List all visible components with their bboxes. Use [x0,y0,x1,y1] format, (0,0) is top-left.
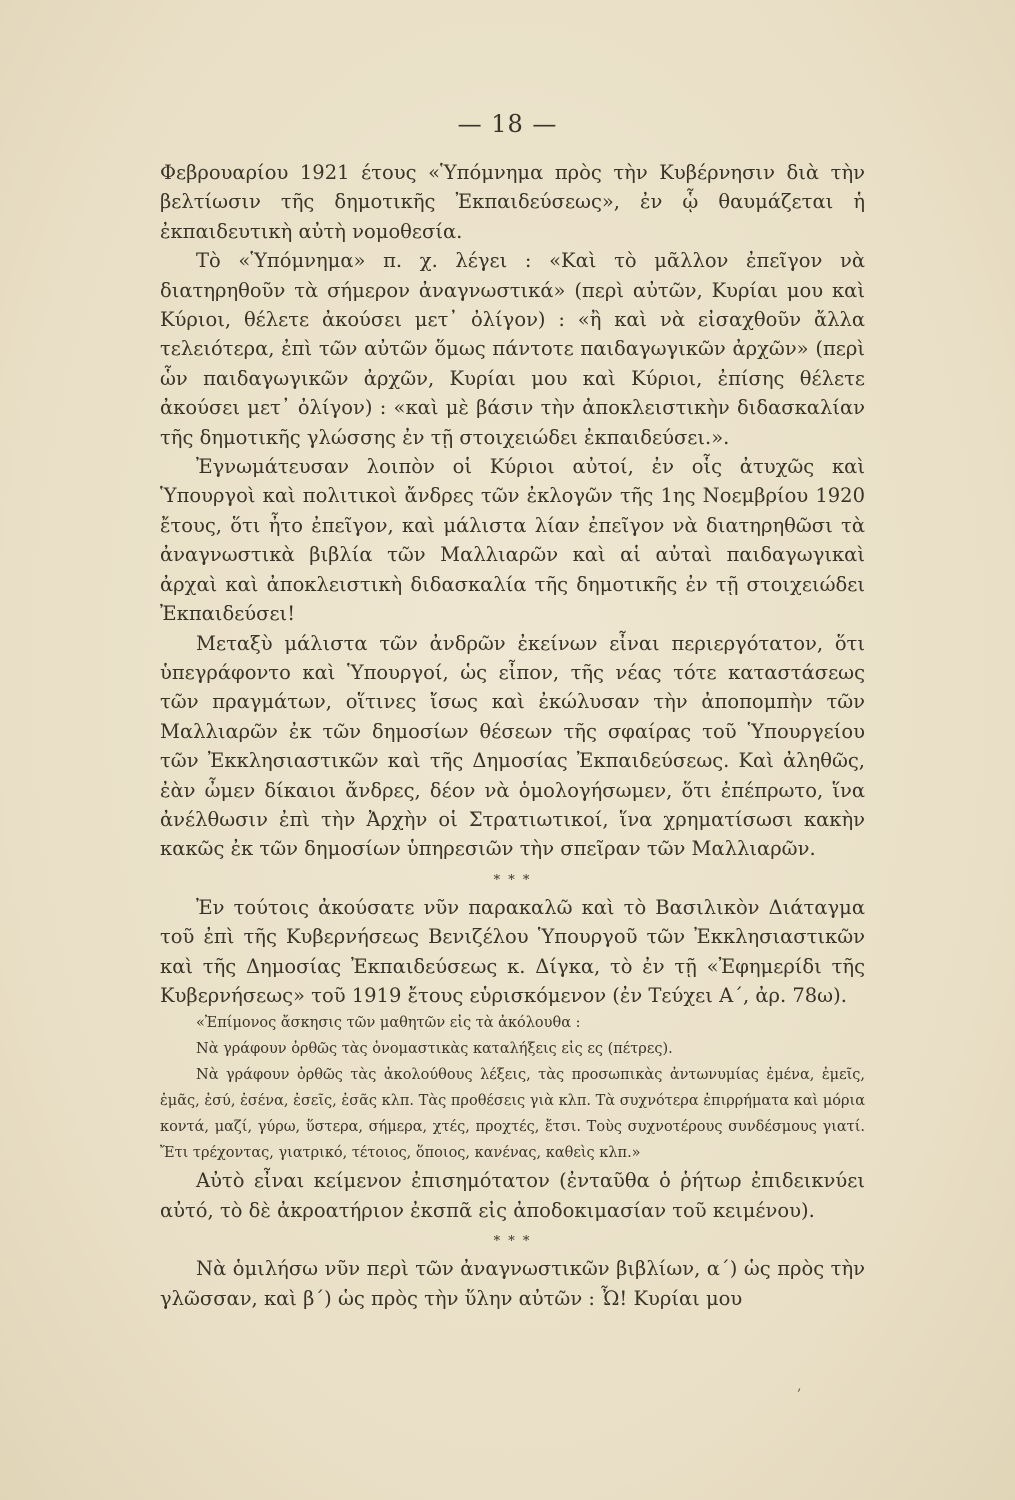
quote-line: Νὰ γράφουν ὀρθῶς τὰς ὀνομαστικὰς καταλήξεις εἰς ες (πέτρες). [196,1041,673,1058]
section-separator: * * * [493,1234,532,1250]
paragraph: Ἐν τούτοις ἀκούσατε νῦν παρακαλῶ καὶ τὸ Βασιλικὸν Διάταγμα τοῦ ἐπὶ τῆς Κυβερνήσεως Βενιζέλου Ὑπουργοῦ τῶν Ἐκκλησιαστικῶν καὶ τῆς Δημοσίας Ἐκπαιδεύσεως κ. Δίγκα, τὸ ἐν τῇ «Ἐφημερίδι τῆς Κυβερνήσεως» τοῦ 1919 ἔτους εὑρισκόμενον (ἐν Τεύχει Α΄, ἀρ. 78ω). [160,895,865,1007]
page-number: — 18 — [457,110,558,138]
paragraph: Φεβρουαρίου 1921 έτους «Ὑπόμνημα πρὸς τὴν Κυβέρνησιν διὰ τὴν βελτίωσιν τῆς δημοτικῆς Ἐκπαιδεύσεως», ἐν ᾧ θαυμάζεται ἡ ἐκπαιδευτικὴ αὐτὴ νομοθεσία. [160,161,865,243]
paragraph: Μεταξὺ μάλιστα τῶν ἀνδρῶν ἐκείνων εἶναι περιεργότατον, ὅτι ὑπεγράφοντο καὶ Ὑπουργοί, ὡς εἶπον, τῆς νέας τότε καταστάσεως τῶν πραγμάτων, οἵτινες ἴσως καὶ ἐκώλυσαν τὴν ἀποπομπὴν τῶν Μαλλιαρῶν ἐκ τῶν δημοσίων θέσεων τῆς σφαίρας τοῦ Ὑπουργείου τῶν Ἐκκλησιαστικῶν καὶ τῆς Δημοσίας Ἐκπαιδεύσεως. Καὶ ἀληθῶς, ἐὰν ὦμεν δίκαιοι ἄνδρες, δέον νὰ ὁμολογήσωμεν, ὅτι ἐπέπρωτο, ἵνα ἀνέλθωσιν ἐπὶ τὴν Ἀρχὴν οἱ Στρατιωτικοί, ἵνα χρηματίσωσι κακὴν κακῶς ἐκ τῶν δημοσίων ὑπηρεσιῶν τὴν σπεῖραν τῶν Μαλλιαρῶν. [160,631,865,861]
section-separator: * * * [493,872,532,888]
paragraph: Τὸ «Ὑπόμνημα» π. χ. λέγει : «Καὶ τὸ μᾶλλον ἐπεῖγον νὰ διατηρηθοῦν τὰ σήμερον ἀναγνωστικά» (περὶ αὐτῶν, Κυρίαι μου καὶ Κύριοι, θέλετε ἀκούσει μετ᾽ ὀλίγον) : «ἢ καὶ νὰ εἰσαχθοῦν ἄλλα τελειότερα, ἐπὶ τῶν αὐτῶν ὅμως πάντοτε παιδαγωγικῶν ἀρχῶν» (περὶ ὧν παιδαγωγικῶν ἀρχῶν, Κυρίαι μου καὶ Κύριοι, ἐπίσης θέλετε ἀκούσει μετ᾽ ὀλίγον) : «καὶ μὲ βάσιν τὴν ἀποκλειστικὴν διδασκαλίαν τῆς δημοτικῆς γλώσσης ἐν τῇ στοιχειώδει ἐκπαιδεύσει.». [160,249,865,449]
paragraph: Νὰ ὁμιλήσω νῦν περὶ τῶν ἀναγνωστικῶν βιβλίων, α΄) ὡς πρὸς τὴν γλῶσσαν, καὶ β΄) ὡς πρὸς τὴν ὕλην αὐτῶν : Ὦ! Κυρίαι μου [160,1257,865,1310]
body-text [160,158,865,1313]
paragraph: Ἐγνωμάτευσαν λοιπὸν οἱ Κύριοι αὐτοί, ἐν οἷς ἀτυχῶς καὶ Ὑπουργοὶ καὶ πολιτικοὶ ἄνδρες τῶν ἐκλογῶν τῆς 1ης Νοεμβρίου 1920 ἔτους, ὅτι ἦτο ἐπεῖγον, καὶ μάλιστα λίαν ἐπεῖγον νὰ διατηρηθῶσι τὰ ἀναγνωστικὰ βιβλία τῶν Μαλλιαρῶν καὶ αἱ αὐταὶ παιδαγωγικαὶ ἀρχαὶ καὶ ἀποκλειστικὴ διδασκαλία τῆς δημοτικῆς ἐν τῇ στοιχειώδει Ἐκπαιδεύσει! [160,455,865,626]
margin-mark: ‚ [797,1378,802,1394]
paragraph: Αὐτὸ εἶναι κείμενον ἐπισημότατον (ἐνταῦθα ὁ ῥήτωρ ἐπιδεικνύει αὐτό, τὸ δὲ ἀκροατήριον ἐκσπᾶ εἰς ἀποδοκιμασίαν τοῦ κειμένου). [160,1169,865,1222]
quote-line: «Ἐπίμονος ἄσκησις τῶν μαθητῶν εἰς τὰ ἀκόλουθα : [196,1015,581,1032]
quote-line: Νὰ γράφουν ὀρθῶς τὰς ἀκολούθους λέξεις, τὰς προσωπικὰς ἀντωνυμίας ἐμένα, ἐμεῖς, ἐμᾶς, ἐσύ, ἐσένα, ἐσεῖς, ἐσᾶς κλπ. Τὰς προθέσεις γιὰ κλπ. Τὰ συχνότερα ἐπιρρήματα καὶ μόρια κοντά, μαζί, γύρω, ὕστερα, σήμερα, χτές, προχτές, ἔτσι. Τοὺς συχνοτέρους συνδέσμους γιατί. Ἔτι τρέχοντας, γιατρικό, τέτοιος, ὅποιος, κανένας, καθεὶς κλπ.» [160,1067,865,1162]
